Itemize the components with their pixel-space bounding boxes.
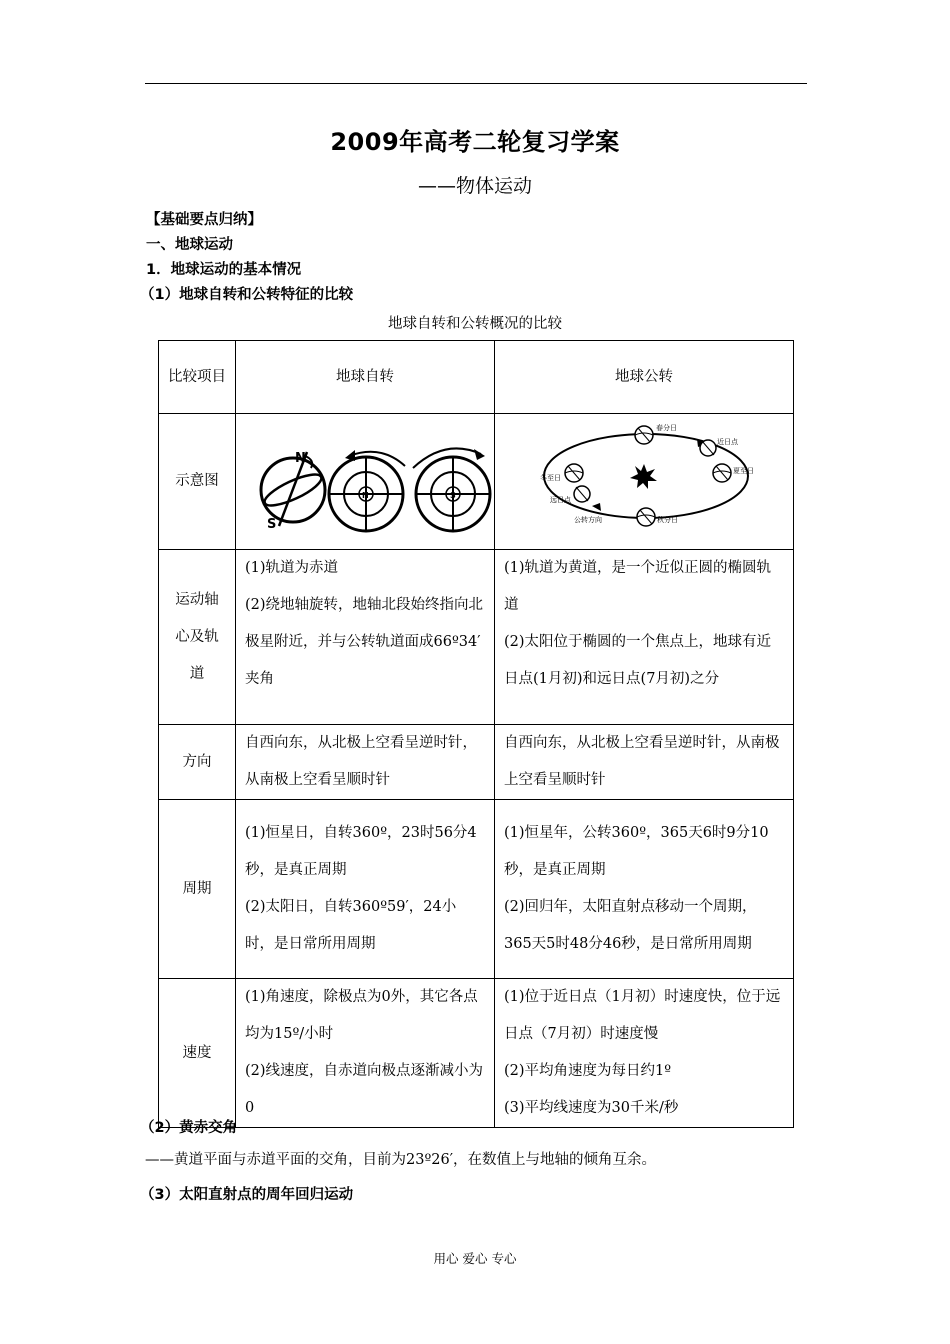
sub-heading-3: （3）太阳直射点的周年回归运动 [140,1187,354,1203]
header-cell-item: 比较项目 [159,341,236,414]
table-caption: 地球自转和公转概况的比较 [388,316,562,332]
header-cell-rotation: 地球自转 [236,341,495,414]
revolution-direction-cell: 自西向东，从北极上空看呈逆时针，从南极上空看呈顺时针 [495,725,794,800]
label-perihelion: 远日点 [550,496,571,504]
label-direction: 公转方向 [574,516,602,524]
south-polar-view-icon [413,448,490,531]
revolution-speed-cell: (1)位于近日点（1月初）时速度快，位于远日点（7月初）时速度慢 (2)平均角速度为每日约1º (3)平均线速度为30千米/秒 [495,979,794,1128]
table-header-row [159,341,794,414]
rotation-track-cell: (1)轨道为赤道 (2)绕地轴旋转，地轴北段始终指向北极星附近，并与公转轨道面成66º34′夹角 [236,550,495,725]
revolution-period-cell: (1)恒星年，公转360º，365天6时9分10秒，是真正周期 (2)回归年，太阳直射点移动一个周期，365天5时48分46秒，是日常所用周期 [495,800,794,979]
rotation-speed-cell: (1)角速度，除极点为0外，其它各点均为15º/小时 (2)线速度，自赤道向极点逐渐减小为0 [236,979,495,1128]
revolution-diagram [504,414,801,534]
page-footer: 用心 爱心 专心 [433,1251,517,1266]
label-winter: 冬至日 [540,474,561,482]
row-label-period: 周期 [159,800,236,979]
page-subtitle: ——物体运动 [417,175,532,197]
row-label-speed: 速度 [159,979,236,1128]
earth-autumn-icon [637,508,655,526]
earth-perihelion-icon [574,486,590,502]
revolution-diagram-cell [495,414,794,550]
header-rule [145,83,807,84]
sub-heading-1: 1．地球运动的基本情况 [146,262,302,278]
earth-aphelion-icon [700,440,716,456]
sun-icon [630,464,657,489]
rotation-diagram [245,414,502,534]
earth-summer-icon [713,464,731,482]
header-cell-revolution: 地球公转 [495,341,794,414]
sub-heading-2: （2）黄赤交角 [140,1120,238,1136]
north-polar-view-icon [329,450,405,531]
table-row-direction [159,725,794,800]
revolution-track-cell: (1)轨道为黄道，是一个近似正圆的椭圆轨道 (2)太阳位于椭圆的一个焦点上，地球有近日点(1月初)和远日点(7月初)之分 [495,550,794,725]
sub-heading-1-1: （1）地球自转和公转特征的比较 [140,287,354,303]
tilted-globe-icon [261,451,325,532]
comparison-table [158,340,794,1128]
part-heading: 一、地球运动 [146,237,233,253]
north-pole-mark: N [362,491,369,500]
label-summer: 夏至日 [733,467,754,475]
table-row-track [159,550,794,725]
obliquity-paragraph: ——黄道平面与赤道平面的交角，目前为23º26′，在数值上与地轴的倾角互余。 [145,1152,657,1168]
south-pole-mark: S [450,491,456,500]
earth-spring-icon [635,426,653,444]
north-label: N [295,451,306,466]
section-heading: 【基础要点归纳】 [146,212,262,228]
row-label-direction: 方向 [159,725,236,800]
earth-winter-icon [565,464,583,482]
table-row-period [159,800,794,979]
table-row-diagram [159,414,794,550]
rotation-direction-cell: 自西向东，从北极上空看呈逆时针，从南极上空看呈顺时针 [236,725,495,800]
label-spring: 春分日 [656,424,677,432]
page-title: 2009年高考二轮复习学案 [330,128,620,156]
south-label: S [267,517,277,532]
label-autumn: 秋分日 [657,516,678,524]
row-label-track: 运动轴心及轨道 [159,550,236,725]
rotation-period-cell: (1)恒星日，自转360º，23时56分4秒，是真正周期 (2)太阳日，自转360º59′，24小时，是日常所用周期 [236,800,495,979]
table-row-speed [159,979,794,1128]
rotation-diagram-cell [236,414,495,550]
row-label-diagram: 示意图 [159,414,236,550]
label-aphelion: 近日点 [717,438,738,446]
